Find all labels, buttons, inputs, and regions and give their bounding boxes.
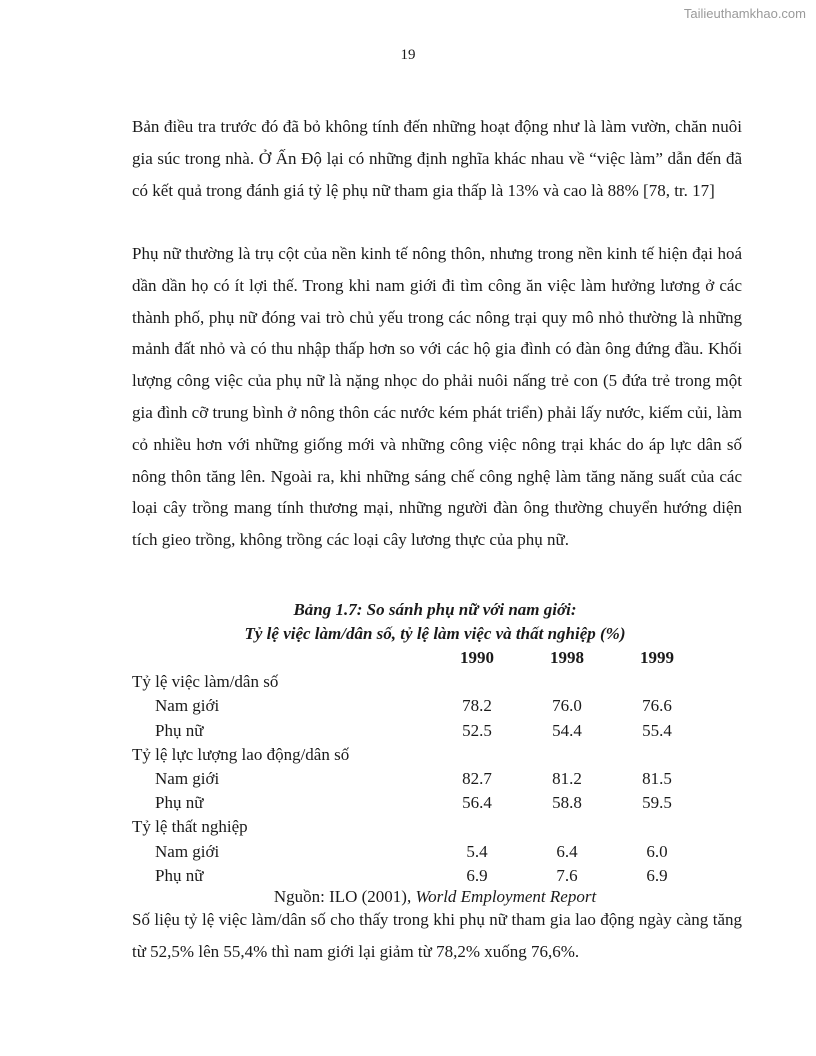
cell-value: 6.9 (466, 865, 488, 885)
paragraph-2: Phụ nữ thường là trụ cột của nền kinh tế nông thôn, nhưng trong nền kinh tế hiện đại hoá dần dần họ có ít lợi thế. Trong khi nam giới đi tìm công ăn việc làm hưởng lương ở các thành phố, phụ nữ đóng vai trò chủ yếu trong các nông trại quy mô nhỏ thường là những mảnh đất nhỏ và có thu nhập thấp hơn so với các hộ gia đình có đàn ông đứng đầu. Khối lượng công việc của phụ nữ là nặng nhọc do phải nuôi nấng trẻ con (5 đứa trẻ trong một gia đình cỡ trung bình ở nông thôn các nước kém phát triển) phải lấy nước, kiếm củi, làm cỏ nhiều hơn với những giống mới và những công việc nông trại khác do áp lực dân số nông thôn tăng lên. Ngoài ra, khi những sáng chế công nghệ làm tăng năng suất của các loại cây trồng mang tính thương mại, những người đàn ông thường chuyển hướng diện tích gieo trồng, không trồng các loại cây lương thực của phụ nữ. (132, 244, 742, 550)
cell-value: 81.2 (552, 769, 582, 789)
watermark: Tailieuthamkhao.com (683, 6, 806, 21)
row-label: Nam giới (155, 769, 220, 789)
source-prefix: Nguồn: ILO (2001), (273, 887, 416, 906)
cell-value: 81.5 (642, 769, 672, 789)
paragraph-1: Bản điều tra trước đó đã bỏ không tính đến những hoạt động như là làm vườn, chăn nuôi gia súc trong nhà. Ở Ấn Độ lại có những định nghĩa khác nhau về “việc làm” dẫn đến đã có kết quả trong đánh giá tỷ lệ phụ nữ tham gia thấp là 13% và cao là 88% [78, tr. 17] (132, 117, 742, 200)
row-label: Phụ nữ (155, 865, 204, 885)
group-label: Tỷ lệ việc làm/dân số (132, 672, 279, 692)
table-row (132, 840, 702, 864)
row-label: Nam giới (155, 696, 220, 716)
cell-value: 82.7 (462, 769, 492, 789)
table-group-row (132, 815, 702, 839)
header-year-1999: 1999 (639, 648, 674, 667)
table-caption-line-2: Tỷ lệ việc làm/dân số, tỷ lệ làm việc và thất nghiệp (%) (244, 624, 626, 643)
row-label: Nam giới (155, 841, 220, 861)
page-number: 19 (400, 47, 416, 63)
comparison-table (132, 646, 702, 888)
table-row (132, 791, 702, 815)
cell-value: 6.4 (556, 841, 578, 861)
cell-value: 76.0 (552, 696, 582, 716)
cell-value: 5.4 (466, 841, 488, 861)
cell-value: 55.4 (642, 720, 672, 740)
table-row (132, 719, 702, 743)
table-caption-line-1: Bảng 1.7: So sánh phụ nữ với nam giới: (293, 600, 577, 619)
group-label: Tỷ lệ lực lượng lao động/dân số (132, 744, 350, 764)
table-row (132, 767, 702, 791)
source-title: World Employment Report (415, 887, 597, 906)
cell-value: 54.4 (552, 720, 582, 740)
table-row (132, 694, 702, 718)
cell-value: 6.9 (646, 865, 668, 885)
cell-value: 6.0 (646, 841, 668, 861)
table-header-row (132, 646, 702, 670)
row-label: Phụ nữ (155, 720, 204, 740)
header-year-1990: 1990 (459, 648, 494, 667)
cell-value: 56.4 (462, 793, 492, 813)
row-label: Phụ nữ (155, 793, 204, 813)
table-group-row (132, 743, 702, 767)
cell-value: 59.5 (642, 793, 672, 813)
header-empty (132, 646, 432, 670)
table-group-row (132, 670, 702, 694)
cell-value: 52.5 (462, 720, 492, 740)
paragraph-3: Số liệu tỷ lệ việc làm/dân số cho thấy trong khi phụ nữ tham gia lao động ngày càng tăng từ 52,5% lên 55,4% thì nam giới lại giảm từ 78,2% xuống 76,6%. (132, 910, 742, 961)
header-year-1998: 1998 (549, 648, 584, 667)
cell-value: 78.2 (462, 696, 492, 716)
cell-value: 76.6 (642, 696, 672, 716)
cell-value: 7.6 (556, 865, 578, 885)
group-label: Tỷ lệ thất nghiệp (132, 817, 248, 837)
cell-value: 58.8 (552, 793, 582, 813)
